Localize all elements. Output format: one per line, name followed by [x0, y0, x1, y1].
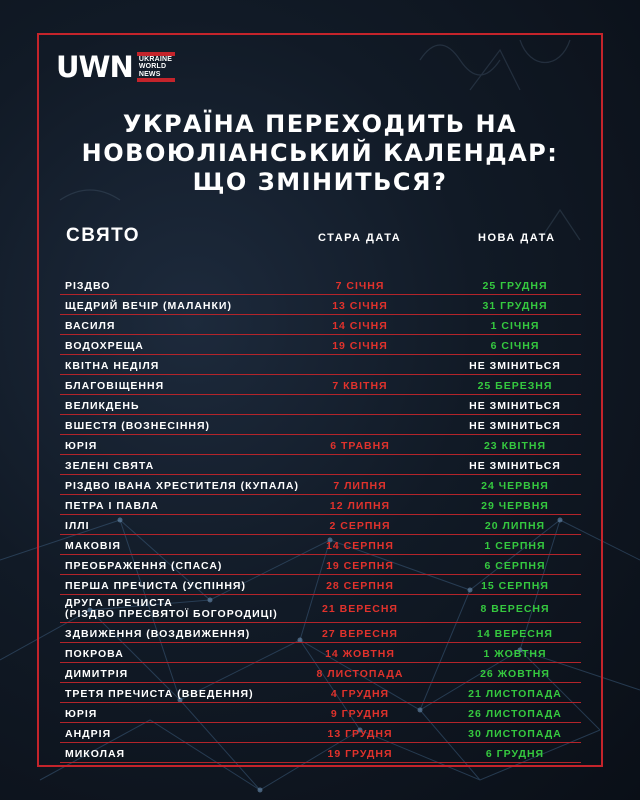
table-row — [60, 595, 581, 623]
table-row — [60, 575, 581, 595]
old-date: 13 СІЧНЯ — [332, 300, 388, 312]
holiday-name: БЛАГОВІЩЕННЯ — [65, 380, 165, 392]
new-date: 31 ГРУДНЯ — [482, 300, 548, 312]
table-row — [60, 415, 581, 435]
table-row — [60, 395, 581, 415]
old-date: 14 ЖОВТНЯ — [325, 648, 395, 660]
new-date: 23 КВІТНЯ — [483, 440, 547, 452]
column-header-new-date: НОВА ДАТА — [478, 232, 556, 244]
table-row — [60, 495, 581, 515]
new-date: 15 СЕРПНЯ — [481, 580, 549, 592]
old-date: 14 СЕРПНЯ — [326, 540, 394, 552]
table-row — [60, 455, 581, 475]
holiday-table — [60, 275, 581, 763]
table-row — [60, 435, 581, 455]
holiday-name: МАКОВІЯ — [65, 540, 121, 552]
old-date: 19 СЕРПНЯ — [326, 560, 394, 572]
old-date: 13 ГРУДНЯ — [327, 728, 393, 740]
holiday-name: ДИМИТРІЯ — [65, 668, 129, 680]
old-date: 21 ВЕРЕСНЯ — [322, 603, 398, 615]
old-date: 7 СІЧНЯ — [335, 280, 385, 292]
old-date: 2 СЕРПНЯ — [329, 520, 391, 532]
new-date: 30 ЛИСТОПАДА — [468, 728, 562, 740]
page-title: УКРАЇНА ПЕРЕХОДИТЬ НА НОВОЮЛІАНСЬКИЙ КАЛЕНДАР: ЩО ЗМІНИТЬСЯ? — [81, 110, 559, 196]
uwn-logo — [56, 52, 175, 82]
unchanged-label: НЕ ЗМІНИТЬСЯ — [469, 400, 561, 412]
new-date: 25 ГРУДНЯ — [482, 280, 548, 292]
old-date: 9 ГРУДНЯ — [330, 708, 390, 720]
new-date: 1 СІЧНЯ — [490, 320, 540, 332]
holiday-name: ВАСИЛЯ — [65, 320, 116, 332]
unchanged-label: НЕ ЗМІНИТЬСЯ — [469, 460, 561, 472]
holiday-name: РІЗДВО — [65, 280, 111, 292]
column-header-holiday: СВЯТО — [66, 225, 141, 246]
holiday-name: ПЕТРА І ПАВЛА — [65, 500, 159, 512]
holiday-name: КВІТНА НЕДІЛЯ — [65, 360, 160, 372]
table-row — [60, 335, 581, 355]
holiday-name: АНДРІЯ — [65, 728, 112, 740]
holiday-name: ДРУГА ПРЕЧИСТА (РІЗДВО ПРЕСВЯТОЇ БОГОРОДИЦІ) — [65, 597, 278, 620]
table-row — [60, 375, 581, 395]
table-row — [60, 723, 581, 743]
logo-wordmark: UWN — [56, 50, 133, 84]
table-row — [60, 663, 581, 683]
new-date: 24 ЧЕРВНЯ — [481, 480, 549, 492]
old-date: 19 ГРУДНЯ — [327, 748, 393, 760]
table-row — [60, 475, 581, 495]
old-date: 12 ЛИПНЯ — [329, 500, 391, 512]
old-date: 6 ТРАВНЯ — [330, 440, 390, 452]
table-row — [60, 355, 581, 375]
table-row — [60, 535, 581, 555]
new-date: 26 ЛИСТОПАДА — [468, 708, 562, 720]
old-date: 4 ГРУДНЯ — [330, 688, 390, 700]
new-date: 25 БЕРЕЗНЯ — [477, 380, 553, 392]
table-row — [60, 643, 581, 663]
table-row — [60, 683, 581, 703]
old-date: 28 СЕРПНЯ — [326, 580, 394, 592]
holiday-name: ВОДОХРЕЩА — [65, 340, 144, 352]
unchanged-label: НЕ ЗМІНИТЬСЯ — [469, 360, 561, 372]
old-date: 14 СІЧНЯ — [332, 320, 388, 332]
holiday-name: ЗДВИЖЕННЯ (ВОЗДВИЖЕННЯ) — [65, 628, 251, 640]
new-date: 14 ВЕРЕСНЯ — [477, 628, 553, 640]
table-row — [60, 743, 581, 763]
holiday-name: ЩЕДРИЙ ВЕЧІР (МАЛАНКИ) — [65, 300, 232, 312]
table-row — [60, 555, 581, 575]
new-date: 20 ЛИПНЯ — [484, 520, 546, 532]
new-date: 29 ЧЕРВНЯ — [481, 500, 549, 512]
new-date: 1 СЕРПНЯ — [484, 540, 546, 552]
holiday-name: ВЕЛИКДЕНЬ — [65, 400, 140, 412]
holiday-name: ЮРІЯ — [65, 440, 98, 452]
old-date: 19 СІЧНЯ — [332, 340, 388, 352]
holiday-name: ВШЕСТЯ (ВОЗНЕСІННЯ) — [65, 420, 211, 432]
new-date: 8 ВЕРЕСНЯ — [480, 603, 550, 615]
new-date: 21 ЛИСТОПАДА — [468, 688, 562, 700]
old-date: 7 ЛИПНЯ — [333, 480, 387, 492]
new-date: 6 ГРУДНЯ — [485, 748, 545, 760]
unchanged-label: НЕ ЗМІНИТЬСЯ — [469, 420, 561, 432]
holiday-name: ПОКРОВА — [65, 648, 124, 660]
old-date: 7 КВІТНЯ — [332, 380, 388, 392]
logo-subtitle: UKRAINE WORLD NEWS — [137, 52, 175, 82]
table-row — [60, 315, 581, 335]
holiday-name: ІЛЛІ — [65, 520, 90, 532]
table-row — [60, 295, 581, 315]
holiday-name: ЮРІЯ — [65, 708, 98, 720]
holiday-name: ПРЕОБРАЖЕННЯ (СПАСА) — [65, 560, 223, 572]
old-date: 27 ВЕРЕСНЯ — [322, 628, 398, 640]
new-date: 1 ЖОВТНЯ — [483, 648, 547, 660]
table-row — [60, 515, 581, 535]
holiday-name: ЗЕЛЕНІ СВЯТА — [65, 460, 155, 472]
holiday-name: РІЗДВО ІВАНА ХРЕСТИТЕЛЯ (КУПАЛА) — [65, 480, 299, 492]
holiday-name: МИКОЛАЯ — [65, 748, 126, 760]
table-row — [60, 703, 581, 723]
new-date: 6 СІЧНЯ — [490, 340, 540, 352]
table-row — [60, 275, 581, 295]
new-date: 6 СЕРПНЯ — [484, 560, 546, 572]
table-row — [60, 623, 581, 643]
new-date: 26 ЖОВТНЯ — [480, 668, 550, 680]
holiday-name: ПЕРША ПРЕЧИСТА (УСПІННЯ) — [65, 580, 246, 592]
holiday-name: ТРЕТЯ ПРЕЧИСТА (ВВЕДЕННЯ) — [65, 688, 254, 700]
old-date: 8 ЛИСТОПАДА — [316, 668, 404, 680]
column-header-old-date: СТАРА ДАТА — [318, 232, 402, 244]
